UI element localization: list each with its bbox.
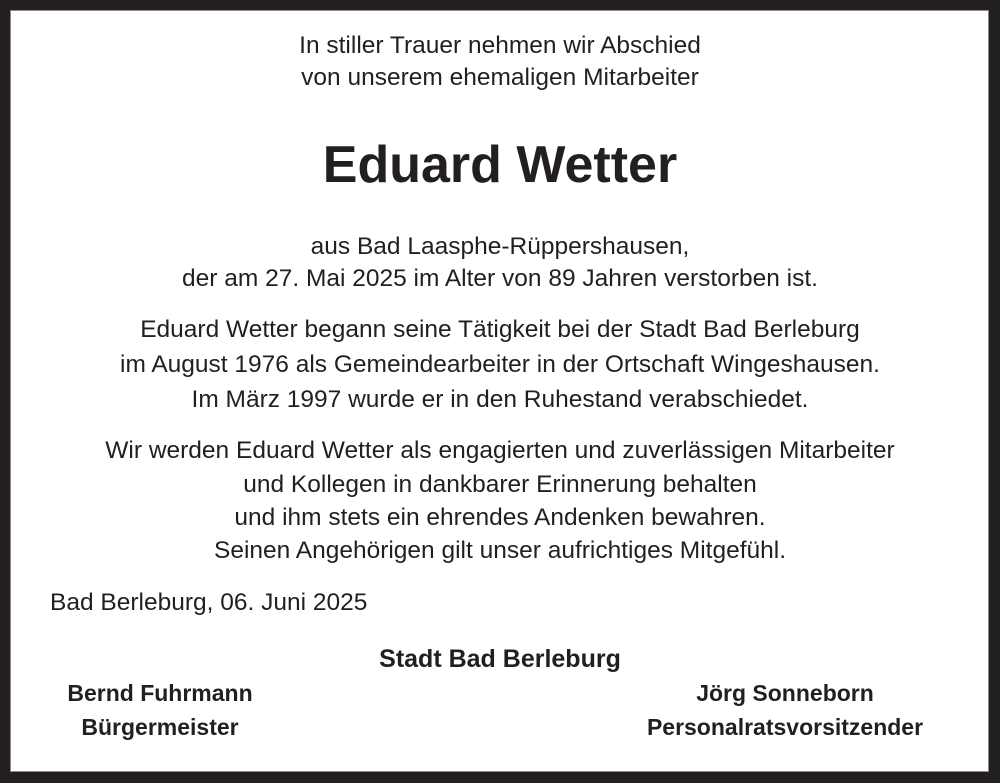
origin-line-2: der am 27. Mai 2025 im Alter von 89 Jahren verstorben ist.	[182, 265, 818, 292]
intro-line-1: In stiller Trauer nehmen wir Abschied	[299, 32, 701, 59]
signatory-2-name: Jörg Sonneborn	[696, 680, 874, 706]
signatory-1-role: Bürgermeister	[81, 714, 239, 740]
career-line-3: Im März 1997 wurde er in den Ruhestand verabschiedet.	[191, 386, 809, 413]
signatory-1-name: Bernd Fuhrmann	[67, 680, 253, 706]
origin-line-1: aus Bad Laasphe-Rüppershausen,	[310, 233, 690, 260]
tribute-line-3: und ihm stets ein ehrendes Andenken bewahren.	[234, 504, 766, 531]
organization-name: Stadt Bad Berleburg	[379, 645, 621, 673]
intro-line-2: von unserem ehemaligen Mitarbeiter	[301, 64, 699, 91]
deceased-name: Eduard Wetter	[322, 136, 678, 194]
career-line-2: im August 1976 als Gemeindearbeiter in der Ortschaft Wingeshausen.	[120, 351, 880, 378]
signatory-2-role: Personalratsvorsitzender	[646, 714, 924, 740]
tribute-line-2: und Kollegen in dankbarer Erinnerung behalten	[243, 471, 757, 498]
place-date: Bad Berleburg, 06. Juni 2025	[50, 589, 368, 616]
career-line-1: Eduard Wetter begann seine Tätigkeit bei der Stadt Bad Berleburg	[140, 316, 860, 343]
tribute-line-1: Wir werden Eduard Wetter als engagierten und zuverlässigen Mitarbeiter	[105, 437, 895, 464]
tribute-line-4: Seinen Angehörigen gilt unser aufrichtiges Mitgefühl.	[213, 537, 787, 564]
